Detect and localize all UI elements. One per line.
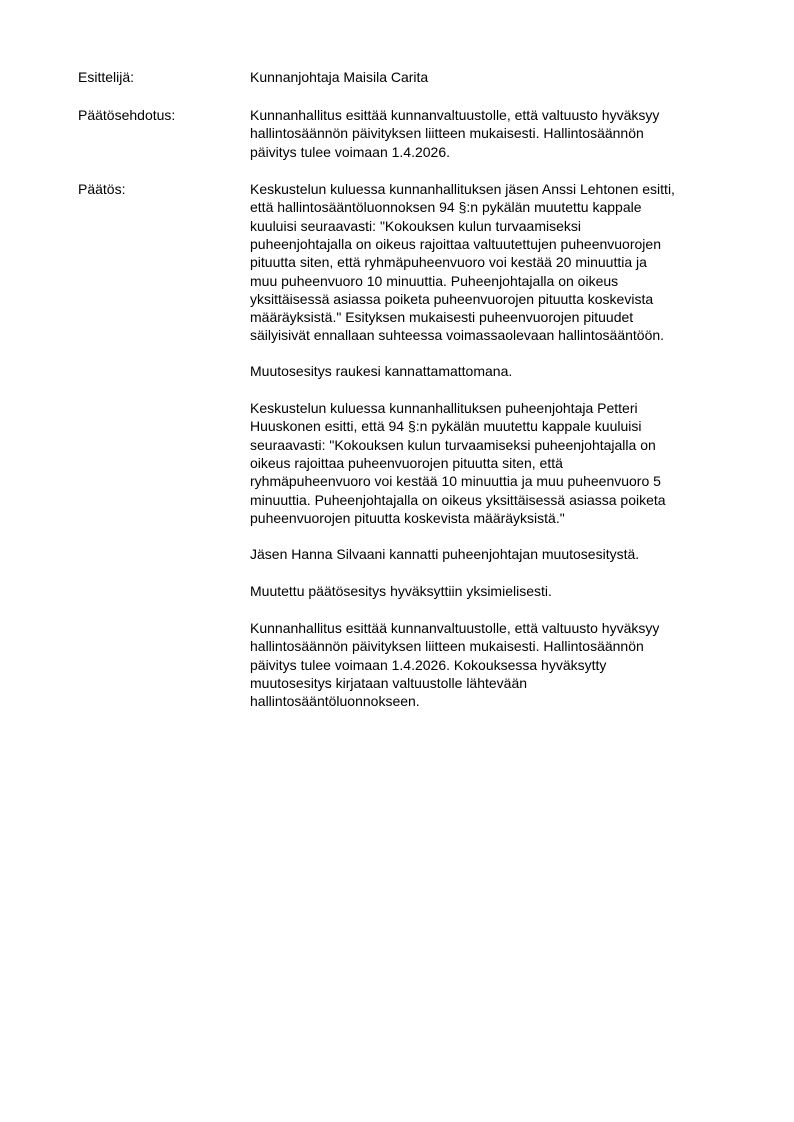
text-line: Muutettu päätösesitys hyväksyttiin yksimielisesti. (250, 583, 552, 599)
text-line: Keskustelun kuluessa kunnanhallituksen puheenjohtaja Petteri (250, 400, 638, 416)
text-line: puheenjohtajalla on oikeus rajoittaa valtuutettujen puheenvuorojen (250, 235, 661, 252)
decision-label: Päätös: (78, 181, 126, 197)
text-line: päivitys tulee voimaan 1.4.2026. Kokouksessa hyväksytty (250, 656, 607, 673)
text-line: seuraavasti: "Kokouksen kulun turvaamiseksi puheenjohtajalla on (250, 436, 656, 453)
text-line: hallintosäännön päivityksen liitteen mukaisesti. Hallintosäännön (250, 125, 644, 142)
text-line: muu puheenvuoro 10 minuuttia. Puheenjohtajalla on oikeus (250, 272, 619, 289)
text-line: päivitys tulee voimaan 1.4.2026. (250, 143, 451, 160)
text-line: yksittäisessä asiassa poiketa puheenvuorojen pituutta koskevista (250, 290, 654, 307)
text-line: muutosesitys kirjataan valtuustolle lähtevään (250, 674, 528, 691)
text-line: määräyksistä." Esityksen mukaisesti puheenvuorojen pituudet (250, 309, 634, 326)
text-line: Keskustelun kuluessa kunnanhallituksen jäsen Anssi Lehtonen esitti, (250, 181, 675, 197)
text-line: Jäsen Hanna Silvaani kannatti puheenjohtajan muutosesitystä. (250, 546, 640, 562)
decision-proposal-label: Päätösehdotus: (78, 107, 176, 123)
text-line: ryhmäpuheenvuoro voi kestää 10 minuuttia ja muu puheenvuoro 5 (250, 473, 661, 490)
presenter-value: Kunnanjohtaja Maisila Carita (250, 69, 429, 85)
text-line: säilyisivät ennallaan suhteessa voimassaolevaan hallintosääntöön. (250, 327, 665, 344)
text-line: hallintosäännön päivityksen liitteen mukaisesti. Hallintosäännön (250, 638, 644, 655)
presenter-label: Esittelijä: (78, 69, 135, 85)
text-line: Kunnanhallitus esittää kunnanvaltuustolle, että valtuusto hyväksyy (250, 107, 660, 123)
text-line: puheenvuorojen pituutta koskevista määräyksistä." (250, 509, 565, 526)
text-line: pituutta siten, että ryhmäpuheenvuoro voi kestää 20 minuuttia ja (250, 254, 647, 271)
text-line: oikeus rajoittaa puheenvuorojen pituutta siten, että (250, 454, 563, 471)
text-line: Huuskonen esitti, että 94 §:n pykälän muutettu kappale kuuluisi (250, 418, 642, 435)
text-line: Kunnanhallitus esittää kunnanvaltuustolle, että valtuusto hyväksyy (250, 620, 660, 636)
text-line: minuuttia. Puheenjohtajalla on oikeus yksittäisessä asiassa poiketa (250, 491, 666, 508)
text-line: kuuluisi seuraavasti: "Kokouksen kulun turvaamiseksi (250, 217, 582, 234)
text-line: Muutosesitys raukesi kannattamattomana. (250, 363, 513, 379)
text-line: että hallintosääntöluonnoksen 94 §:n pykälän muutettu kappale (250, 199, 642, 216)
text-line: hallintosääntöluonnokseen. (250, 693, 420, 710)
